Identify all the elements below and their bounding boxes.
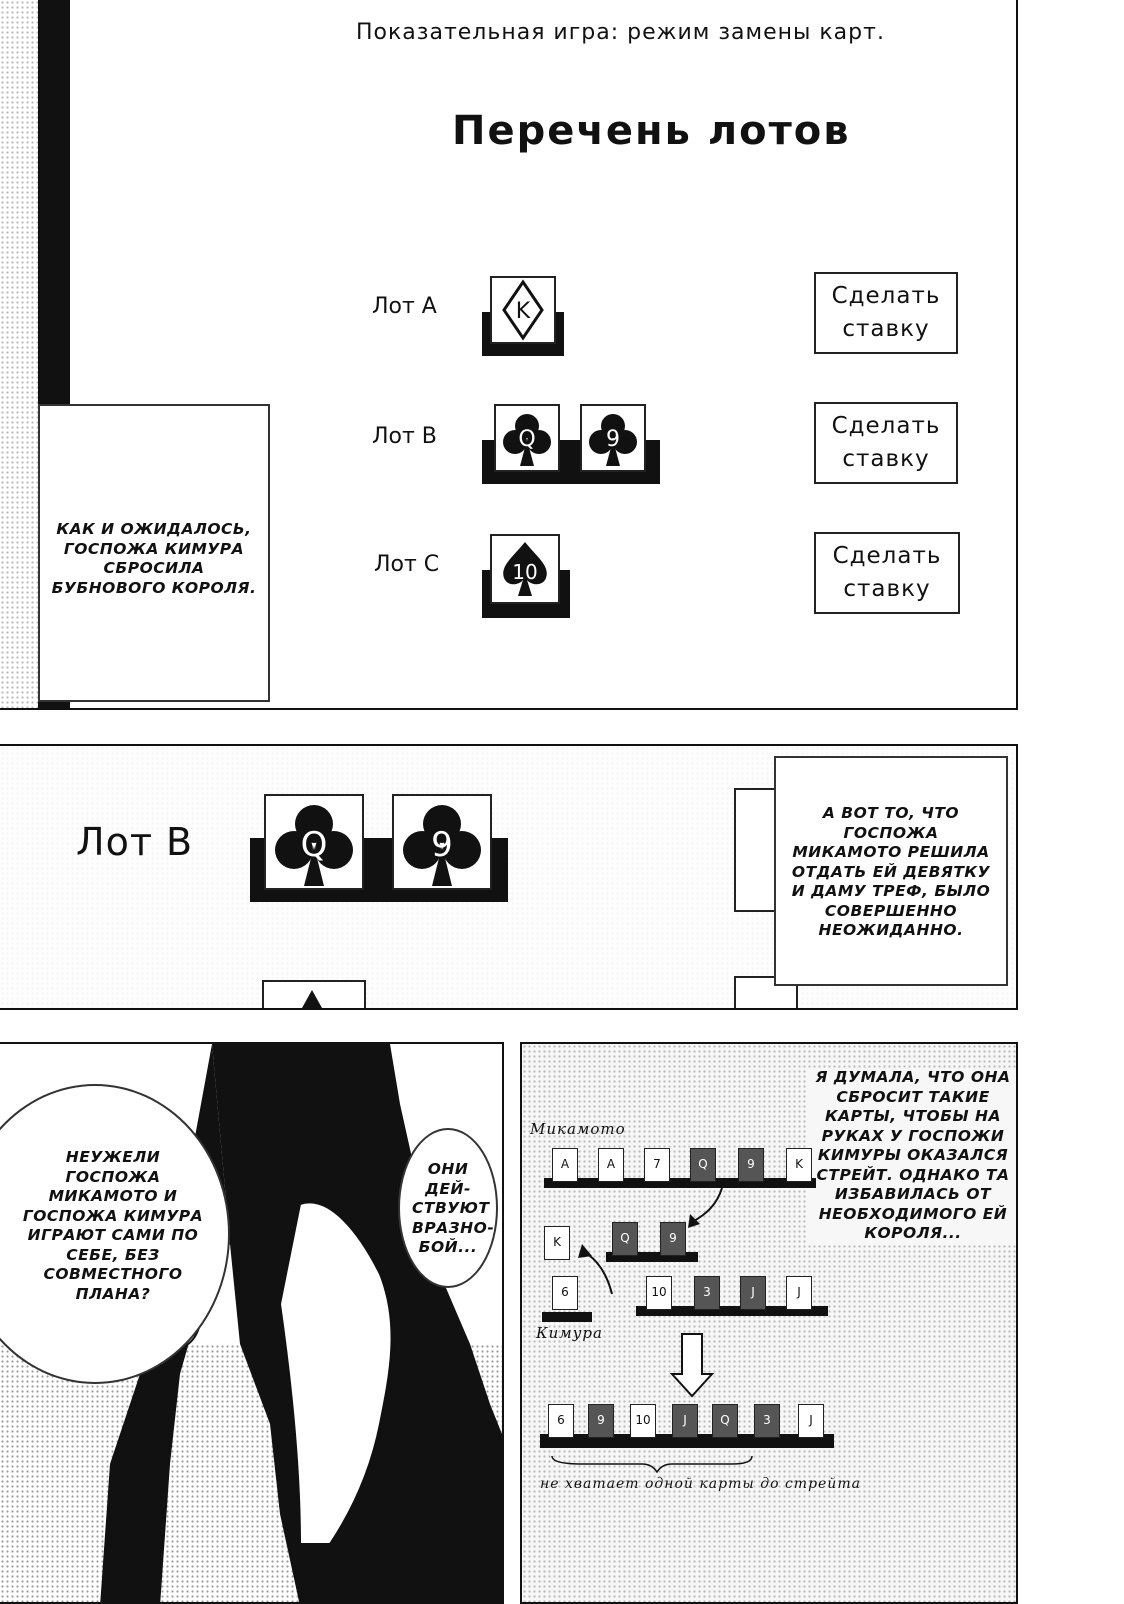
middle-caption-box [774, 756, 1008, 986]
thought-bubble-right [398, 1128, 498, 1288]
lot-c-bet-button[interactable]: Сделать ставку [814, 532, 960, 614]
middle-panel [0, 744, 1018, 1010]
mikamoto-card-6: K [786, 1148, 812, 1182]
result-card-7: J [798, 1404, 824, 1438]
moved-card-2: 9 [660, 1222, 686, 1256]
lot-list-title: Перечень лотов [452, 108, 851, 154]
lot-b-bet-button[interactable]: Сделать ставку [814, 402, 958, 484]
lot-a-card-king-diamonds [490, 276, 556, 344]
mikamoto-label: Микамото [530, 1120, 626, 1138]
middle-card-queen-clubs [264, 794, 364, 890]
club-nine-icon [582, 406, 644, 470]
result-card-2: 9 [588, 1404, 614, 1438]
middle-lot-label-text: Лот B [76, 820, 194, 864]
scroll-up-button[interactable] [262, 980, 366, 1010]
svg-text:10: 10 [512, 560, 538, 584]
result-card-4: J [672, 1404, 698, 1438]
mikamoto-card-3: 7 [644, 1148, 670, 1182]
result-note: не хватает одной карты до стрейта [540, 1476, 861, 1492]
kimura-card-4: J [786, 1276, 812, 1310]
result-card-6: 3 [754, 1404, 780, 1438]
kimura-label: Кимура [536, 1324, 603, 1342]
result-card-5: Q [712, 1404, 738, 1438]
lot-c-label: Лот C [374, 552, 440, 577]
lot-b-label: Лот B [372, 424, 437, 449]
lot-a-bet-button[interactable]: Сделать ставку [814, 272, 958, 354]
triangle-up-icon [264, 982, 364, 1010]
kimura-card-extra: 6 [552, 1276, 578, 1310]
bottom-left-panel [0, 1042, 504, 1604]
narration-text: Я ДУМАЛА, ЧТО ОНА СБРОСИТ ТАКИЕ КАРТЫ, ЧТОБЫ НА РУКАХ У ГОСПОЖИ КИМУРЫ ОКАЗАЛСЯ СТРЕЙТ. ОДНАКО ТА ИЗБАВИЛАСЬ ОТ НЕОБХОДИМОГО ЕЙ КОРОЛЯ... [808, 1068, 1018, 1244]
middle-card-nine-clubs [392, 794, 492, 890]
bottom-right-panel [520, 1042, 1018, 1604]
svg-text:K: K [515, 299, 531, 324]
left-halftone-strip [0, 0, 38, 710]
thought-bubble-left-text: НЕУЖЕЛИ ГОСПОЖА МИКАМОТО И ГОСПОЖА КИМУРА ИГРАЮТ САМИ ПО СЕБЕ, БЕЗ СОВМЕСТНОГО ПЛАНА? [22, 1148, 204, 1303]
moved-card-1: Q [612, 1222, 638, 1256]
discarded-king-card: K [544, 1226, 570, 1260]
screen-title: Показательная игра: режим замены карт. [356, 20, 885, 45]
svg-text:Q: Q [300, 825, 328, 865]
top-panel [0, 0, 1018, 710]
club-queen-icon [496, 406, 558, 470]
spade-ten-icon [492, 536, 558, 602]
club-nine-large-icon [394, 796, 490, 888]
svg-text:9: 9 [431, 825, 453, 865]
mikamoto-card-2: A [598, 1148, 624, 1182]
kimura-card-2: 3 [694, 1276, 720, 1310]
result-card-1: 6 [548, 1404, 574, 1438]
middle-caption-text: А ВОТ ТО, ЧТО ГОСПОЖА МИКАМОТО РЕШИЛА ОТДАТЬ ЕЙ ДЕВЯТКУ И ДАМУ ТРЕФ, БЫЛО СОВЕРШЕННО НЕОЖИДАННО. [791, 804, 991, 939]
svg-text:9: 9 [606, 427, 620, 452]
caption-box [38, 404, 270, 702]
thought-bubble-right-text: ОНИ ДЕЙ-СТВУЮТ ВРАЗНО-БОЙ... [412, 1160, 495, 1256]
lot-b-card-queen-clubs [494, 404, 560, 472]
lot-b-card-nine-clubs [580, 404, 646, 472]
lot-a-label: Лот A [372, 294, 437, 319]
mikamoto-card-1: A [552, 1148, 578, 1182]
result-card-3: 10 [630, 1404, 656, 1438]
result-brace [522, 1044, 1018, 1604]
caption-text: КАК И ОЖИДАЛОСЬ, ГОСПОЖА КИМУРА СБРОСИЛА БУБНОВОГО КОРОЛЯ. [51, 520, 257, 597]
diamond-king-icon [492, 278, 554, 342]
svg-text:Q: Q [518, 427, 536, 452]
lot-c-card-ten-spades [490, 534, 560, 604]
mikamoto-card-4: Q [690, 1148, 716, 1182]
kimura-card-1: 10 [646, 1276, 672, 1310]
kimura-card-3: J [740, 1276, 766, 1310]
mikamoto-card-5: 9 [738, 1148, 764, 1182]
club-queen-large-icon [266, 796, 362, 888]
